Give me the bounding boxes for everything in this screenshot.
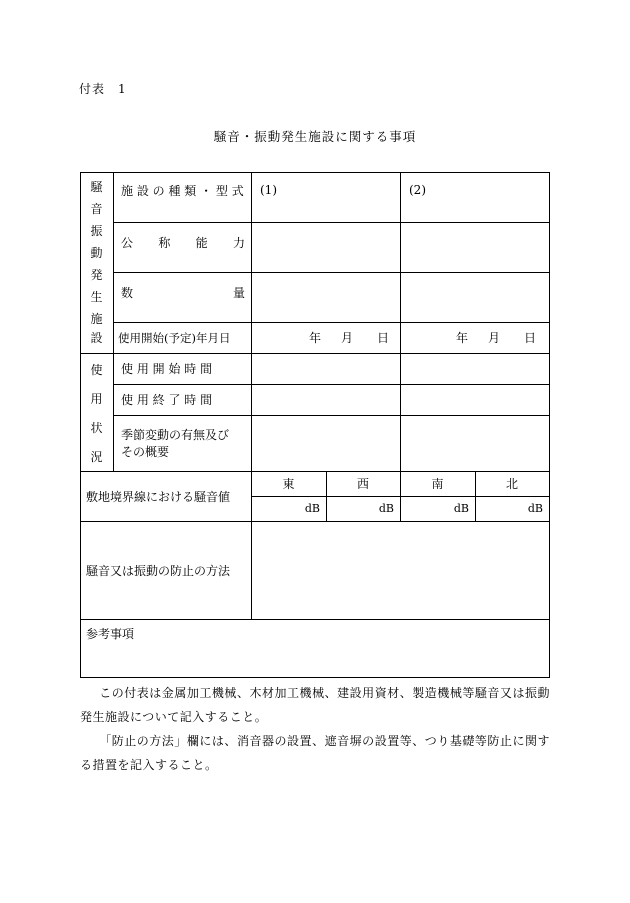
date-year: 年 (309, 331, 322, 345)
start-time-value-2[interactable] (400, 353, 549, 384)
date-year: 年 (456, 331, 469, 345)
date-day: 日 (524, 331, 537, 345)
start-time-value-1[interactable] (251, 353, 400, 384)
type-model-label: 施 設 の 種 類 ・ 型 式 (121, 183, 244, 198)
usage-group-label: 使 用 状 況 (90, 363, 103, 464)
end-time-value-2[interactable] (400, 384, 549, 415)
noise-value-south[interactable] (400, 496, 475, 521)
direction-north: 北 (505, 477, 518, 491)
rated-capacity-value-2[interactable] (400, 222, 549, 272)
quantity-label: 数 量 (121, 285, 245, 300)
group-column-divider (113, 172, 114, 471)
facility-group-label: 騒 音 振 動 発 生 施 (90, 180, 103, 326)
seasonal-value-1[interactable] (251, 415, 400, 471)
table-border-top (80, 172, 549, 173)
db-unit: dB (527, 502, 543, 515)
note-paragraph: この付表は金属加工機械、木材加工機械、建設用資材、製造機械等騒音又は振動発生施設について記入すること。 (80, 686, 550, 724)
end-time-label: 使 用 終 了 時 間 (121, 393, 213, 407)
remarks-label: 参考事項 (86, 626, 135, 641)
direction-east: 東 (282, 477, 295, 491)
db-unit: dB (378, 502, 394, 515)
start-date-column-2[interactable] (400, 322, 549, 353)
facility-form-table (80, 172, 549, 677)
note-paragraph: 「防止の方法」欄には、消音器の設置、遮音塀の設置等、つり基礎等防止に関する措置を記入すること。 (80, 734, 550, 772)
noise-value-north[interactable] (475, 496, 549, 521)
facility-group-label-last: 設 (90, 331, 103, 345)
form-title: 騒音・振動発生施設に関する事項 (213, 129, 417, 144)
table-border-right (549, 172, 550, 677)
noise-value-east[interactable] (251, 496, 326, 521)
type-model-value-2[interactable] (400, 202, 549, 222)
quantity-value-2[interactable] (400, 272, 549, 322)
start-date-column-1[interactable] (251, 322, 400, 353)
remarks-field[interactable] (80, 644, 549, 677)
quantity-value-1[interactable] (251, 272, 400, 322)
end-time-value-1[interactable] (251, 384, 400, 415)
section-divider (80, 619, 549, 620)
prevention-method-label: 騒音又は振動の防止の方法 (86, 563, 231, 578)
annex-number: 付表 1 (79, 82, 127, 96)
rated-capacity-label: 公 称 能 力 (121, 235, 245, 250)
seasonal-variation-label: 季節変動の有無及び その概要 (121, 428, 230, 459)
seasonal-value-2[interactable] (400, 415, 549, 471)
noise-value-west[interactable] (326, 496, 400, 521)
direction-south: 南 (431, 477, 444, 491)
column-1-header: (1) (260, 183, 277, 197)
type-model-value-1[interactable] (251, 202, 400, 222)
column-2-header: (2) (409, 183, 426, 197)
direction-west: 西 (356, 477, 369, 491)
form-notes (80, 681, 550, 777)
boundary-noise-label: 敷地境界線における騒音値 (86, 489, 231, 504)
start-date-label: 使用開始(予定)年月日 (118, 330, 231, 345)
date-day: 日 (377, 331, 390, 345)
date-month: 月 (341, 331, 354, 345)
rated-capacity-value-1[interactable] (251, 222, 400, 272)
db-unit: dB (453, 502, 469, 515)
prevention-method-field[interactable] (251, 521, 549, 619)
table-border-bottom (80, 677, 550, 678)
db-unit: dB (304, 502, 320, 515)
start-time-label: 使 用 開 始 時 間 (121, 362, 213, 376)
date-month: 月 (488, 331, 501, 345)
